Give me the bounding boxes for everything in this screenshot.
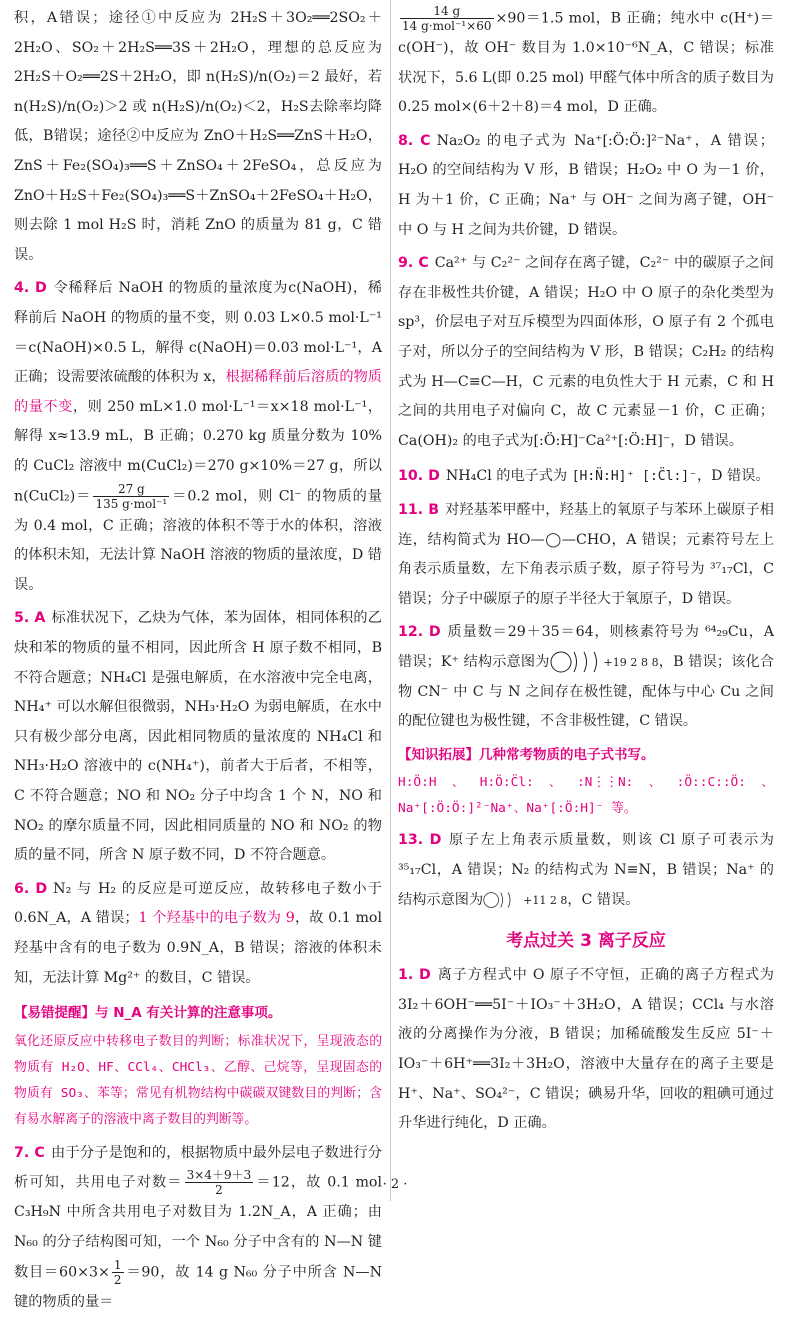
na-ion-structure-diagram	[483, 886, 523, 914]
answer-text: Ca²⁺ 与 C₂²⁻ 之间存在离子键，C₂²⁻ 中的碳原子之间存在非极性共价键，A 错误；H₂O 中 O 原子的杂化类型为 sp³，价层电子对互斥模型为四面体形，O 原子有 2 个孤电子对，所以分子的空间结构为 V 形，B 错误；C₂H₂ 的结构式为 H—C≡C—H，C 元素的电负性大于 H 元素，C 和 H 之间的共用电子对偏向 C，故 C 元素显－1 价，C 正确；Ca(OH)₂ 的电子式为[:Ö:H]⁻Ca²⁺[:Ö:H]⁻，D 错误。	[398, 255, 774, 449]
answer-text: ，B 错误；该化合物 CN⁻ 中 C 与 N 之间存在极性键，配体与中心 Cu 之间的配位键也为极性键，不含非极性键，C 错误。	[398, 653, 775, 730]
answer-number: 5. A	[14, 610, 46, 627]
highlight-text: 根据稀释前后溶质的物质的量不变	[14, 369, 382, 415]
tip-box	[14, 999, 382, 1133]
answer-number: 12. D	[398, 624, 441, 641]
answer-text: ，则 250 mL×1.0 mol·L⁻¹＝x×18 mol·L⁻¹，解得 x≈13.9 mL，B 正确；0.270 kg 质量分数为 10% 的 CuCl₂ 溶液中 m(CuCl₂)＝270 g×10%＝27 g，所以 n(CuCl₂)＝	[14, 398, 382, 504]
answer-text: 由于分子是饱和的，根据物质中最外层电子数进行分析可知，共用电子对数＝	[14, 1144, 382, 1191]
left-column	[14, 4, 382, 1317]
fraction	[112, 1258, 124, 1287]
answer-number: 11. B	[398, 502, 440, 518]
answer-text: 质量数＝29＋35＝64，则核素符号为 ⁶⁴₂₉Cu，A 错误；K⁺ 结构示意图为	[398, 624, 774, 670]
answer-number: 1. D	[398, 967, 431, 984]
tip-body: 氧化还原反应中转移电子数目的判断；标准状况下，呈现液态的物质有 H₂O、HF、CCl₄、CHCl₃、乙醇、己烷等，呈现固态的物质有 SO₃、苯等；常见有机物结构中碳碳双键数目的判断；含有易水解离子的溶液中离子数目的判断等。	[14, 1033, 382, 1127]
answer-text: 令稀释后 NaOH 的物质的量浓度为c(NaOH)，稀释前后 NaOH 的物质的量不变，则 0.03 L×0.5 mol·L⁻¹＝c(NaOH)×0.5 L，解得 c(NaOH)＝0.03 mol·L⁻¹，A 正确；设需要浓硫酸的体积为 x，	[14, 280, 382, 386]
answer-number: 9. C	[398, 255, 429, 272]
fraction	[400, 4, 494, 33]
highlight-text: 1 个羟基中的电子数为 9	[138, 910, 295, 927]
extension-heading: 【知识拓展】几种常考物质的电子式书写。	[398, 746, 655, 763]
answer-number: 7. C	[14, 1144, 45, 1161]
page-number: · 2 ·	[382, 1177, 408, 1192]
fraction	[93, 482, 169, 511]
extension-body: H:Ö:H、H:Ö:C̈l:、:N⋮⋮N:、:Ö::C::Ö:、Na⁺[:Ö:Ö:]²⁻Na⁺、Na⁺[:Ö:H]⁻ 等。	[398, 775, 774, 817]
answer-10	[398, 462, 774, 492]
fraction-denominator: 2	[215, 1183, 223, 1198]
k-ion-structure-diagram	[550, 648, 604, 676]
answer-text: ×90＝1.5 mol，B 正确；纯水中 c(H⁺)＝c(OH⁻)，故 OH⁻ 数目为 1.0×10⁻⁶N_A，C 错误；标准状况下，5.6 L(即 0.25 mol) 甲醛气体中所含的质子数目为 0.25 mol×(6＋2＋8)＝4 mol，D 正确。	[398, 10, 774, 116]
section3-answer-1	[398, 961, 774, 1139]
answer-5	[14, 604, 382, 870]
atom-label: +19 2 8 8	[603, 655, 659, 669]
fraction-numerator: 14 g	[400, 4, 494, 19]
answer-7	[14, 1139, 382, 1317]
answer-text: 标准状况下，乙炔为气体，苯为固体，相同体积的乙炔和苯的物质的量不相同，因此所含 H 原子数不相同，B 不符合题意；NH₄Cl 是强电解质，在水溶液中完全电离，NH₄⁺ 可以水解但很微弱，NH₃·H₂O 为弱电解质，在水中只有极少部分电离，因此相同物质的量浓度的 NH₄Cl 和 NH₃·H₂O 溶液中的 c(NH₄⁺)，前者大于后者，不相等，C 不符合题意；NO 和 NO₂ 分子中均含 1 个 N，NO 和 NO₂ 的摩尔质量不同，因此相同质量的 NO 和 NO₂ 的物质的量不同，所含 N 原子数不同，D 不符合题意。	[14, 610, 382, 864]
atom-label: +11 2 8	[523, 893, 568, 907]
answer-text: 原子左上角表示质量数，则该 Cl 原子可表示为 ³⁵₁₇Cl，A 错误；N₂ 的结构式为 N≡N，B 错误；Na⁺ 的结构示意图为	[398, 832, 774, 908]
fraction-numerator: 27 g	[93, 482, 169, 497]
column-divider	[390, 0, 391, 1201]
answer-13	[398, 826, 774, 915]
electron-formula: [H:N̈:H]⁺ [:C̈l:]⁻	[571, 469, 697, 485]
answer-4	[14, 274, 382, 600]
answer-number: 10. D	[398, 468, 440, 485]
answer-text: Na₂O₂ 的电子式为 Na⁺[:Ö:Ö:]²⁻Na⁺，A 错误；H₂O 的空间结构为 V 形，B 错误；H₂O₂ 中 O 为－1 价，H 为＋1 价，C 正确；Na⁺ 与 OH⁻ 之间为离子键，OH⁻ 中 O 与 H 之间为共价键，D 错误。	[398, 132, 774, 238]
fraction-numerator: 1	[113, 1257, 122, 1272]
answer-11	[398, 496, 774, 614]
fraction-denominator: 135 g·mol⁻¹	[95, 496, 168, 511]
answer-text: N₂ 与 H₂ 的反应是可逆反应，故转移电子数小于 0.6N_A，A 错误；	[14, 880, 382, 927]
answer-text: 对羟基苯甲醛中，羟基上的氧原子与苯环上碳原子相连，结构简式为 HO—◯—CHO，A 错误；元素符号左上角表示质量数，左下角表示质子数，原子符号为 ³⁷₁₇Cl，C 错误；分子中碳原子的原子半径大于氧原子，D 错误。	[398, 502, 774, 607]
answer-6	[14, 875, 382, 993]
fraction-denominator: 14 g·mol⁻¹×60	[402, 19, 492, 33]
answer-number: 4. D	[14, 280, 47, 297]
extension-box	[398, 741, 774, 823]
fraction-numerator: 3×4＋9＋3	[186, 1168, 252, 1183]
answer-number: 6. D	[14, 880, 48, 897]
answer-number: 13. D	[398, 832, 442, 849]
answer-text: ＝0.2 mol，则 Cl⁻ 的物质的量为 0.4 mol，C 正确；溶液的体积不等于水的体积，溶液的体积未知，无法计算 NaOH 溶液的物质的量浓度，D 错误。	[14, 488, 383, 593]
fraction-denominator: 2	[113, 1272, 122, 1287]
answer-text: ＝12，故 0.1 mol C₃H₉N 中所含共用电子对数目为 1.2N_A，A 正确；由 N₆₀ 的分子结构图可知，一个 N₆₀ 分子中含有的 N—N 键数目＝60×3×	[14, 1174, 382, 1281]
intro-text: 积，A错误；途径①中反应为 2H₂S＋3O₂══2SO₂＋2H₂O、SO₂＋2H₂S══3S＋2H₂O，理想的总反应为 2H₂S＋O₂══2S＋2H₂O，即 n(H₂S)/n(O₂)＝2 最好，若 n(H₂S)/n(O₂)＞2 或 n(H₂S)/n(O₂)＜2，H₂S去除率均降低，B错误；途径②中反应为 ZnO＋H₂S══ZnS＋H₂O，ZnS＋Fe₂(SO₄)₃══S＋ZnSO₄＋2FeSO₄，总反应为 ZnO＋H₂S＋Fe₂(SO₄)₃══S＋ZnSO₄＋2FeSO₄＋H₂O，则去除 1 mol H₂S 时，消耗 ZnO 的质量为 81 g，C 错误。	[14, 10, 382, 263]
right-column	[398, 4, 774, 1139]
answer-text: ，D 错误。	[696, 468, 770, 485]
section-title: 考点过关 3 离子反应	[506, 931, 666, 952]
answer-text: ，故 0.1 mol 羟基中含有的电子数为 0.9N_A，B 错误；溶液的体积未知，无法计算 Mg²⁺ 的数目，C 错误。	[14, 910, 382, 986]
answer-number: 8. C	[398, 132, 431, 149]
answer-text: ，C 错误。	[567, 891, 640, 908]
answer-9	[398, 249, 774, 456]
answer-7-continued	[398, 4, 774, 123]
answer-text: 离子方程式中 O 原子不守恒，正确的离子方程式为 3I₂＋6OH⁻══5I⁻＋IO₃⁻＋3H₂O，A 错误；CCl₄ 与水溶液的分离操作为分液，B 错误；加稀硫酸发生反应 5I⁻＋IO₃⁻＋6H⁺══3I₂＋3H₂O，溶液中大量存在的离子主要是 H⁺、Na⁺、SO₄²⁻，C 错误；碘易升华，回收的粗碘可通过升华进行纯化，D 正确。	[398, 967, 774, 1132]
answer-12	[398, 618, 774, 736]
paragraph-intro	[14, 4, 382, 270]
answer-8	[398, 127, 774, 245]
answer-text: NH₄Cl 的电子式为	[445, 468, 568, 485]
tip-heading: 【易错提醒】与 N_A 有关计算的注意事项。	[14, 1005, 282, 1022]
answer-text: ＝90，故 14 g N₆₀ 分子中所含 N—N 键的物质的量＝	[14, 1264, 382, 1310]
